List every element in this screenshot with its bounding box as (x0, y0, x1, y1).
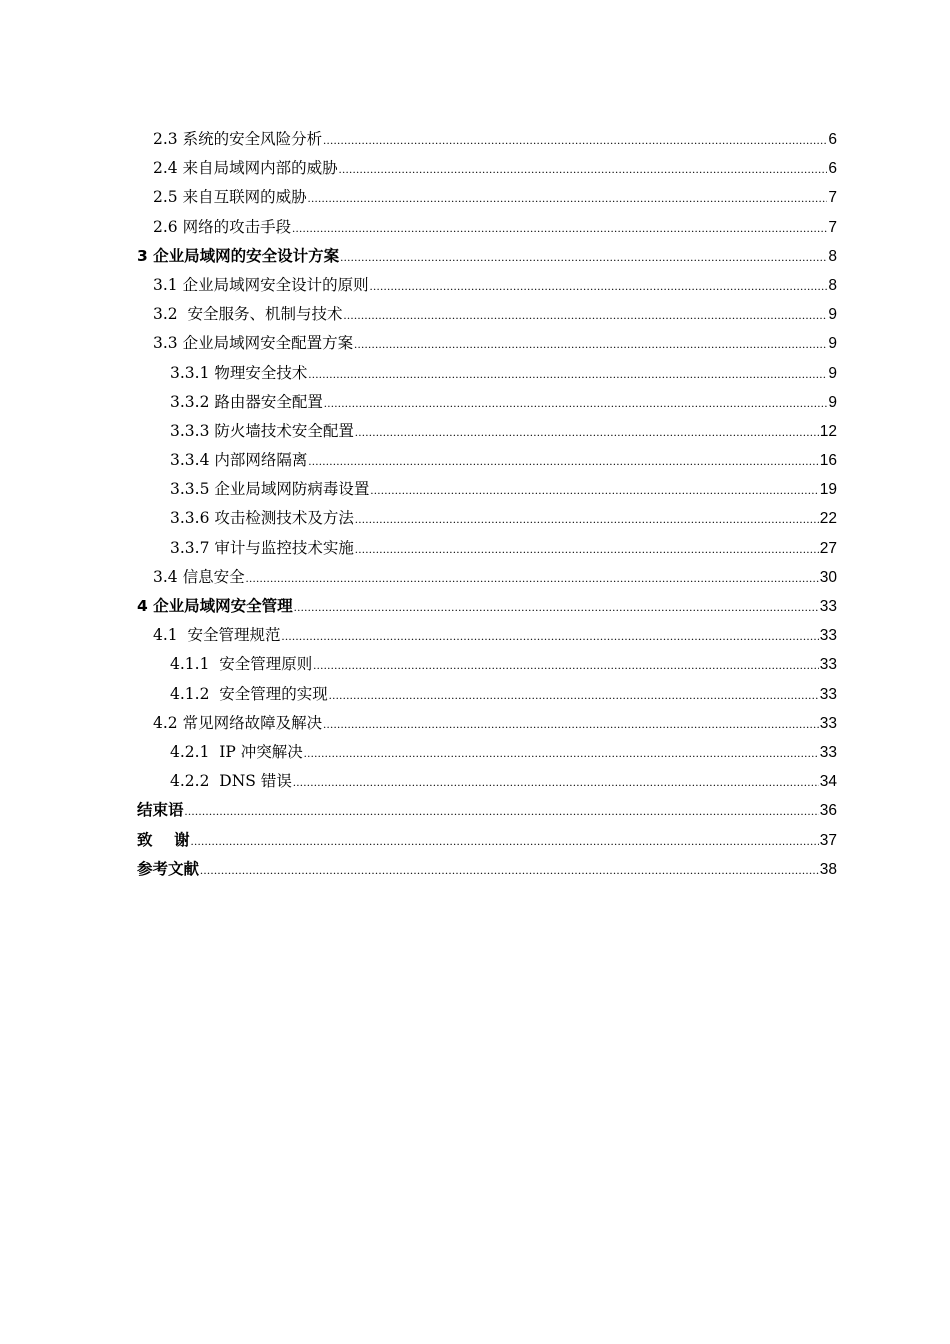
toc-dot-leader (354, 330, 827, 359)
toc-entry-label: 4 企业局域网安全管理 (137, 597, 293, 615)
toc-entry-label: 3.3.2 路由器安全配置 (170, 392, 323, 411)
toc-dot-leader (323, 710, 819, 739)
toc-entry[interactable] (137, 621, 837, 650)
toc-dot-leader (323, 126, 827, 155)
toc-entry-label: 3.3.3 防火墙技术安全配置 (170, 421, 354, 440)
toc-dot-leader (370, 476, 818, 505)
toc-entry-page-number: 9 (828, 364, 837, 382)
toc-entry-label: 2.6 网络的攻击手段 (153, 217, 292, 236)
toc-dot-leader (344, 301, 828, 330)
toc-entry[interactable] (137, 767, 837, 796)
toc-entry[interactable] (137, 709, 837, 738)
toc-entry[interactable] (137, 242, 837, 271)
toc-dot-leader (282, 622, 819, 651)
toc-entry-label: 4.1.1 安全管理原则 (170, 655, 313, 674)
toc-entry-page-number: 16 (819, 452, 837, 470)
toc-entry-page-number: 33 (819, 656, 837, 674)
toc-entry-page-number: 33 (819, 743, 837, 761)
toc-entry-label: 4.2.2 DNS 错误 (170, 772, 292, 791)
toc-entry-page-number: 33 (819, 627, 837, 645)
toc-entry[interactable] (137, 592, 837, 621)
toc-entry[interactable] (137, 359, 837, 388)
toc-entry-label: 3.3 企业局域网安全配置方案 (153, 334, 354, 353)
toc-entry-page-number: 9 (828, 306, 837, 324)
toc-dot-leader (293, 768, 819, 797)
toc-entry-page-number: 7 (828, 218, 837, 236)
toc-entry[interactable] (137, 271, 837, 300)
toc-entry[interactable] (137, 329, 837, 358)
toc-entry[interactable] (137, 446, 837, 475)
toc-entry-label: 3.3.4 内部网络隔离 (170, 451, 308, 470)
toc-entry[interactable] (137, 125, 837, 154)
toc-dot-leader (355, 505, 819, 534)
toc-entry-label: 3.3.7 审计与监控技术实施 (170, 538, 354, 557)
toc-entry-page-number: 36 (819, 802, 837, 820)
toc-entry[interactable] (137, 738, 837, 767)
toc-entry-label: 3.3.5 企业局域网防病毒设置 (170, 480, 370, 499)
toc-entry-label: 致 谢 (137, 830, 190, 849)
toc-entry-page-number: 8 (828, 276, 837, 294)
toc-entry-label: 3.4 信息安全 (153, 567, 245, 586)
toc-entry[interactable] (137, 504, 837, 533)
toc-entry-page-number: 9 (828, 335, 837, 353)
toc-entry-label: 4.2.1 IP 冲突解决 (170, 742, 303, 761)
toc-entry[interactable] (137, 563, 837, 592)
toc-entry[interactable] (137, 183, 837, 212)
toc-entry-label: 2.4 来自局域网内部的威胁 (153, 159, 338, 178)
toc-entry-page-number: 6 (828, 160, 837, 178)
toc-entry-label: 4.1.2 安全管理的实现 (170, 684, 328, 703)
toc-entry-page-number: 8 (828, 247, 837, 265)
toc-entry-label: 参考文献 (137, 859, 200, 878)
toc-dot-leader (355, 418, 819, 447)
toc-entry-page-number: 9 (828, 393, 837, 411)
toc-dot-leader (308, 360, 827, 389)
toc-entry[interactable] (137, 855, 837, 884)
toc-dot-leader (246, 564, 819, 593)
toc-entry-label: 3.3.1 物理安全技术 (170, 363, 308, 382)
toc-dot-leader (355, 535, 819, 564)
toc-dot-leader (185, 797, 819, 826)
toc-entry-page-number: 33 (819, 598, 837, 615)
toc-dot-leader (324, 389, 828, 418)
toc-entry[interactable] (137, 417, 837, 446)
toc-dot-leader (313, 651, 818, 680)
toc-dot-leader (200, 856, 819, 885)
toc-entry-page-number: 19 (819, 481, 837, 499)
toc-entry-page-number: 27 (819, 539, 837, 557)
toc-dot-leader (308, 447, 818, 476)
toc-entry-page-number: 12 (819, 422, 837, 440)
toc-entry-page-number: 22 (819, 510, 837, 528)
toc-entry-page-number: 6 (828, 131, 837, 148)
toc-entry[interactable] (137, 300, 837, 329)
toc-entry-label: 4.1 安全管理规范 (153, 626, 281, 645)
toc-dot-leader (294, 593, 819, 622)
toc-entry-label: 3.2 安全服务、机制与技术 (153, 305, 343, 324)
toc-dot-leader (339, 155, 828, 184)
toc-entry-page-number: 33 (819, 714, 837, 732)
toc-entry[interactable] (137, 650, 837, 679)
toc-dot-leader (370, 272, 828, 301)
toc-entry-label: 3 企业局域网的安全设计方案 (137, 246, 340, 265)
toc-entry-label: 结束语 (137, 801, 184, 820)
toc-entry-page-number: 38 (819, 860, 837, 878)
toc-entry-page-number: 30 (819, 568, 837, 586)
toc-dot-leader (304, 739, 819, 768)
toc-dot-leader (308, 184, 828, 213)
toc-dot-leader (340, 243, 827, 272)
toc-entry-page-number: 37 (819, 831, 837, 849)
toc-entry-page-number: 34 (819, 773, 837, 791)
toc-entry-page-number: 7 (828, 189, 837, 207)
toc-entry[interactable] (137, 680, 837, 709)
toc-entry[interactable] (137, 154, 837, 183)
toc-entry[interactable] (137, 213, 837, 242)
toc-entry-label: 3.3.6 攻击检测技术及方法 (170, 509, 354, 528)
toc-entry[interactable] (137, 534, 837, 563)
toc-entry[interactable] (137, 475, 837, 504)
table-of-contents (137, 125, 837, 884)
toc-entry-page-number: 33 (819, 685, 837, 703)
toc-entry[interactable] (137, 388, 837, 417)
toc-entry-label: 2.5 来自互联网的威胁 (153, 188, 307, 207)
toc-entry[interactable] (137, 796, 837, 825)
toc-entry-label: 3.1 企业局域网安全设计的原则 (153, 275, 369, 294)
toc-dot-leader (292, 214, 827, 243)
toc-entry[interactable] (137, 826, 837, 855)
toc-entry-label: 2.3 系统的安全风险分析 (153, 130, 323, 148)
toc-dot-leader (191, 827, 819, 856)
toc-dot-leader (329, 681, 819, 710)
toc-entry-label: 4.2 常见网络故障及解决 (153, 713, 323, 732)
